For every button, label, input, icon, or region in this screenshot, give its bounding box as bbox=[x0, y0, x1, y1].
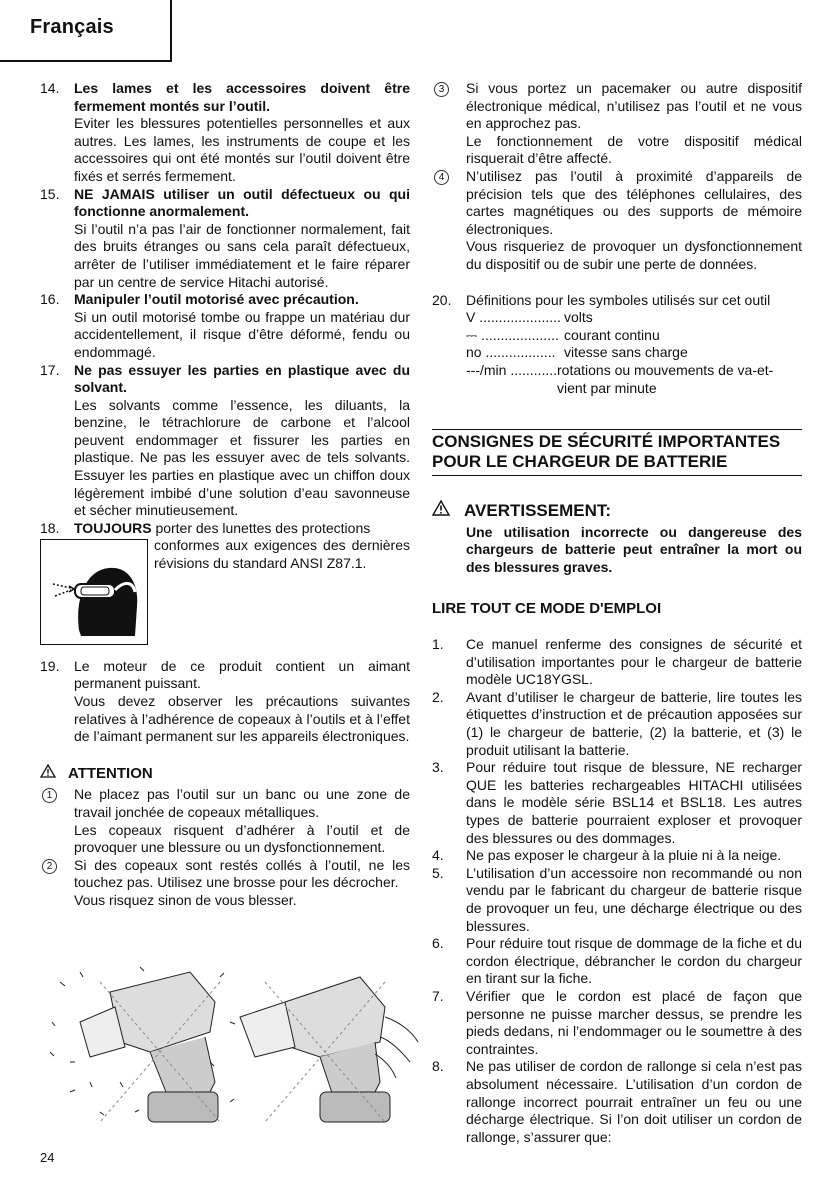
item-number: 7. bbox=[432, 987, 444, 1004]
attention-heading bbox=[40, 764, 410, 783]
language-tab bbox=[0, 0, 172, 62]
list-item-17 bbox=[40, 362, 410, 520]
item-body: conformes aux exigences des dernières révisions du standard ANSI Z87.1. bbox=[154, 537, 410, 572]
symbol-value: courant continu bbox=[564, 326, 660, 343]
item-number: 18. bbox=[40, 519, 60, 536]
warning-heading bbox=[432, 500, 802, 520]
symbol-row bbox=[466, 309, 802, 327]
item-number: 14. bbox=[40, 80, 60, 96]
symbol-value: vitesse sans charge bbox=[564, 344, 688, 361]
list-item bbox=[432, 865, 802, 935]
symbol-row bbox=[466, 344, 802, 362]
list-item bbox=[432, 1058, 802, 1146]
caution-item-1 bbox=[40, 786, 410, 856]
list-item bbox=[432, 988, 802, 1058]
caution-item-3 bbox=[432, 80, 802, 168]
item-number: 1. bbox=[432, 636, 444, 653]
item-number: 2. bbox=[432, 688, 444, 705]
item-number: 20. bbox=[432, 291, 452, 308]
item-body: Les copeaux risquent d’adhérer à l’outil et de provoquer une blessure ou un dysfonctionnement. bbox=[74, 821, 410, 856]
circled-number: 2 bbox=[42, 859, 57, 874]
item-body: Avant d’utiliser le chargeur de batterie, lire toutes les étiquettes d’instruction et de précaution apposées sur (1) le chargeur de batterie, (2) la batterie, et (3) le produit utilisant la batterie. bbox=[466, 688, 802, 758]
item-body: Si un outil motorisé tombe ou frappe un matériau dur accidentellement, il risque d’être déformé, fendu ou endommagé. bbox=[74, 308, 410, 360]
caution-item-4 bbox=[432, 168, 802, 274]
warning-icon bbox=[40, 764, 56, 783]
list-item-18 bbox=[40, 520, 410, 638]
item-number: 17. bbox=[40, 361, 60, 378]
item-body: Vous risqueriez de provoquer un dysfonctionnement du dispositif ou de subir une perte de données. bbox=[466, 238, 802, 272]
item-body: Ne placez pas l’outil sur un banc ou une zone de travail jonchée de copeaux métalliques. bbox=[74, 786, 410, 820]
item-body: Ne pas exposer le chargeur à la pluie ni à la neige. bbox=[466, 847, 782, 864]
right-column bbox=[432, 80, 802, 1146]
symbol-row bbox=[466, 327, 802, 345]
item-body: Pour réduire tout risque de blessure, NE recharger QUE les batteries rechargeables HITACHI utilisées dans le modèle série BSL14 et BSL18. Les autres types de batterie pourraient exploser et provoquer des blessures ou des dommages. bbox=[466, 759, 802, 846]
list-item bbox=[432, 689, 802, 759]
warning-label: AVERTISSEMENT: bbox=[464, 501, 612, 521]
item-body: Vous devez observer les précautions suivantes relatives à l’adhérence de copeaux à l’outils et à l’effet de l’aimant permanent sur les appareils électroniques. bbox=[74, 693, 410, 745]
item-body: N’utilisez pas l’outil à proximité d’appareils de précision tels que des téléphones cellulaires, des cartes magnétiques ou des supports de mémoire électroniques. bbox=[466, 167, 802, 237]
safety-goggles-icon bbox=[40, 539, 148, 645]
caution-item-2 bbox=[40, 857, 410, 910]
item-body: Si vous portez un pacemaker ou autre dispositif électronique médical, n’utilisez pas l’outil et ne vous en approchez pas. bbox=[466, 80, 802, 132]
item-number: 4. bbox=[432, 847, 444, 864]
symbol-key: no .................. bbox=[466, 344, 556, 361]
item-body: Vous risquez sinon de vous blesser. bbox=[74, 891, 297, 908]
item-number: 15. bbox=[40, 185, 60, 202]
section-heading: CONSIGNES DE SÉCURITÉ IMPORTANTES POUR LE CHARGEUR DE BATTERIE bbox=[432, 429, 802, 476]
item-number: 16. bbox=[40, 291, 60, 308]
list-item-16 bbox=[40, 291, 410, 361]
item-body: porter des lunettes des protections bbox=[155, 519, 371, 536]
item-number: 8. bbox=[432, 1058, 444, 1075]
warning-body: Une utilisation incorrecte ou dangereuse des chargeurs de batterie peut entraîner la mort ou des blessures graves. bbox=[466, 523, 802, 575]
item-body: Vérifier que le cordon est placé de façon que personne ne puisse marcher dessus, se prendre les pieds dedans, ni l’endommager ou le soumettre à des contraintes. bbox=[466, 987, 802, 1057]
item-number: 6. bbox=[432, 935, 444, 952]
item-body: Eviter les blessures potentielles personnelles et aux autres. Les lames, les instruments de coupe et les accessoires qui ont été montés sur l’outil doivent être fixés et serrés fermement. bbox=[74, 115, 410, 184]
warning-icon bbox=[432, 500, 450, 520]
item-title: NE JAMAIS utiliser un outil défectueux ou qui fonctionne anormalement. bbox=[74, 185, 410, 220]
drill-chips-illustration bbox=[40, 962, 420, 1132]
item-body: Le fonctionnement de votre dispositif médical risquerait d’être affecté. bbox=[466, 132, 802, 167]
list-item-14 bbox=[40, 80, 410, 186]
symbol-row bbox=[466, 362, 802, 397]
item-number: 5. bbox=[432, 864, 444, 881]
item-body: Les solvants comme l’essence, les diluants, la benzine, le tétrachlorure de carbone et l’alcool peuvent endommager et fissurer les parties en plastique. Ne pas les essuyer avec de tels solvants. Essuyer les parties en plastique avec un chiffon doux légèrement imbibé d’une solution d’eau savonneuse et sécher minutieusement. bbox=[74, 396, 410, 519]
item-body: Le moteur de ce produit contient un aimant permanent puissant. bbox=[74, 657, 410, 692]
symbol-key: V ..................... bbox=[466, 309, 561, 326]
language-label: Français bbox=[30, 16, 114, 38]
item-title: Ne pas essuyer les parties en plastique avec du solvant. bbox=[74, 361, 410, 396]
item-title: Les lames et les accessoires doivent être fermement montés sur l’outil. bbox=[74, 80, 410, 114]
item-body: L’utilisation d’un accessoire non recommandé ou non vendu par le fabricant du chargeur de batterie risque de provoquer un feu, une décharge électrique ou des blessures. bbox=[466, 864, 802, 934]
page-number: 24 bbox=[40, 1150, 55, 1165]
item-body: Définitions pour les symboles utilisés sur cet outil bbox=[466, 291, 771, 308]
circled-number: 4 bbox=[434, 170, 449, 185]
item-title: TOUJOURS bbox=[74, 519, 152, 536]
symbol-key: ---/min ............ bbox=[466, 361, 557, 378]
list-item bbox=[432, 759, 802, 847]
item-title: Manipuler l’outil motorisé avec précaution. bbox=[74, 291, 359, 308]
item-body: Ne pas utiliser de cordon de rallonge si cela n’est pas absolument nécessaire. L’utilisation d’un cordon de rallonge incorrect pourrait entraîner un feu ou une décharge électrique. Si l’on doit utiliser un cordon de rallonge, s’assurer que: bbox=[466, 1058, 802, 1145]
circled-number: 3 bbox=[434, 82, 449, 97]
item-number: 19. bbox=[40, 657, 60, 674]
item-body: Si des copeaux sont restés collés à l’outil, ne les touchez pas. Utilisez une brosse pour les décrocher. bbox=[74, 856, 410, 891]
symbol-value: rotations ou mouvements de va-et-vient par minute bbox=[557, 361, 774, 396]
list-item bbox=[432, 636, 802, 689]
left-column bbox=[40, 80, 410, 910]
list-item bbox=[432, 847, 802, 865]
attention-label: ATTENTION bbox=[68, 764, 153, 782]
item-body: Ce manuel renferme des consignes de sécurité et d’utilisation importantes pour le chargeur de batterie modèle UC18YGSL. bbox=[466, 636, 802, 688]
subheading: LIRE TOUT CE MODE D'EMPLOI bbox=[432, 600, 662, 618]
item-number: 3. bbox=[432, 759, 444, 776]
item-body: Pour réduire tout risque de dommage de la fiche et du cordon électrique, débrancher le cordon du chargeur en tirant sur la fiche. bbox=[466, 935, 802, 987]
list-item-20 bbox=[432, 292, 802, 398]
list-item-19 bbox=[40, 658, 410, 746]
circled-number: 1 bbox=[42, 788, 57, 803]
list-item-15 bbox=[40, 186, 410, 292]
symbol-value: volts bbox=[564, 309, 593, 326]
list-item bbox=[432, 935, 802, 988]
symbol-key: ⎓ .................... bbox=[466, 326, 559, 343]
item-body: Si l’outil n’a pas l’air de fonctionner normalement, fait des bruits étranges ou sans cela paraît défectueux, arrêter de l’utiliser immédiatement et le faire réparer par un centre de service Hitachi autorisé. bbox=[74, 220, 410, 290]
